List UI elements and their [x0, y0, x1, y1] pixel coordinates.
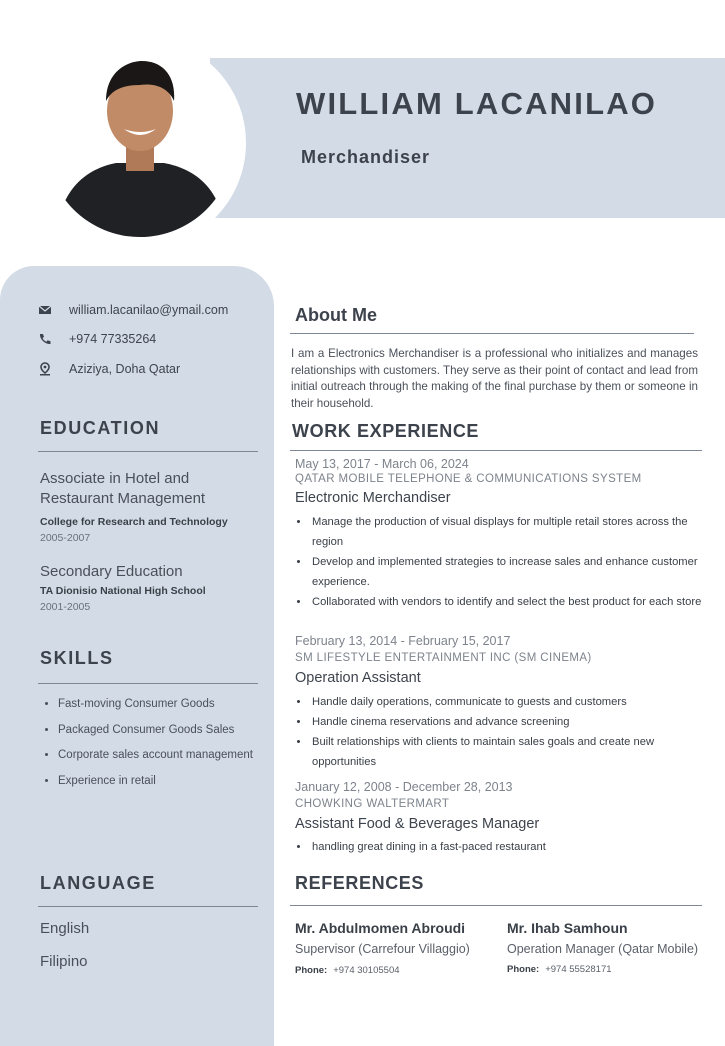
profile-photo	[46, 49, 234, 237]
reference-phone-number: +974 55528171	[545, 964, 612, 975]
job-bullet: • Handle daily operations, communicate to guests and customers	[310, 692, 715, 712]
job-bullet: • Built relationships with clients to maintain sales goals and create new opportunities	[310, 732, 715, 772]
skill-item: • Corporate sales account management	[58, 743, 273, 769]
job-role: Assistant Food & Beverages Manager	[295, 816, 540, 832]
phone-icon	[38, 332, 52, 346]
reference-position: Supervisor (Carrefour Villaggio)	[295, 942, 470, 956]
email-text: william.lacanilao@ymail.com	[69, 303, 229, 317]
work-heading: WORK EXPERIENCE	[292, 421, 480, 441]
job-bullet: • Develop and implemented strategies to increase sales and enhance customer experience.	[310, 552, 715, 592]
job-bullet: • Handle cinema reservations and advance screening	[310, 712, 715, 732]
reference-name: Mr. Ihab Samhoun	[507, 920, 628, 936]
language-heading: LANGUAGE	[40, 873, 156, 893]
candidate-name: WILLIAM LACANILAO	[296, 86, 658, 121]
phone-text: +974 77335264	[69, 332, 157, 346]
skills-divider	[38, 683, 258, 684]
reference-phone	[295, 965, 400, 976]
profile-photo-frame	[34, 37, 246, 249]
education-years: 2001-2005	[40, 601, 91, 613]
contact-location	[38, 362, 180, 376]
phone-label: Phone:	[507, 964, 540, 975]
job-title: Merchandiser	[301, 147, 431, 167]
job-role: Operation Assistant	[295, 670, 421, 686]
work-divider	[290, 450, 702, 451]
references-divider	[290, 905, 702, 906]
education-school: TA Dionisio National High School	[40, 585, 206, 597]
header-band	[210, 58, 725, 218]
job-dates: February 13, 2014 - February 15, 2017	[295, 634, 511, 648]
about-text: I am a Electronics Merchandiser is a professional who initializes and manages relationships with customers. They serve as their point of contact and lead from initial outreach through the making of the final purchase by them or someone in their household.	[291, 347, 698, 410]
job-bullets	[292, 512, 715, 612]
location-text: Aziziya, Doha Qatar	[69, 362, 181, 376]
job-role: Electronic Merchandiser	[295, 490, 451, 506]
reference-position: Operation Manager (Qatar Mobile)	[507, 942, 699, 956]
education-degree: Secondary Education	[40, 563, 183, 580]
job-dates: January 12, 2008 - December 28, 2013	[295, 780, 513, 794]
about-heading: About Me	[295, 305, 377, 325]
skill-item: • Experience in retail	[58, 769, 273, 795]
reference-phone-number: +974 30105504	[333, 965, 400, 976]
job-dates: May 13, 2017 - March 06, 2024	[295, 457, 469, 471]
job-bullets	[292, 692, 715, 772]
job-company: QATAR MOBILE TELEPHONE & COMMUNICATIONS SYSTEM	[295, 473, 642, 485]
contact-phone[interactable]	[38, 332, 156, 346]
language-item: Filipino	[40, 953, 88, 970]
job-company: CHOWKING WALTERMART	[295, 798, 450, 810]
language-divider	[38, 906, 258, 907]
job-bullet: • Manage the production of visual displays for multiple retail stores across the region	[310, 512, 715, 552]
job-company: SM LIFESTYLE ENTERTAINMENT INC (SM CINEMA)	[295, 652, 592, 664]
reference-name: Mr. Abdulmomen Abroudi	[295, 920, 466, 936]
about-divider	[290, 333, 694, 334]
skill-item: • Fast-moving Consumer Goods	[58, 692, 273, 718]
location-pin-icon	[38, 362, 52, 376]
job-bullet: • handling great dining in a fast-paced restaurant	[310, 837, 715, 857]
references-heading: REFERENCES	[295, 873, 425, 893]
phone-label: Phone:	[295, 965, 328, 976]
language-item: English	[40, 920, 90, 937]
reference-phone	[507, 964, 612, 975]
education-divider	[38, 451, 258, 452]
education-heading: EDUCATION	[40, 418, 161, 438]
skills-list	[40, 692, 273, 794]
education-years: 2005-2007	[40, 532, 91, 544]
education-school: College for Research and Technology	[40, 516, 228, 528]
contact-email[interactable]	[38, 303, 228, 317]
education-degree: Associate in Hotel and Restaurant Management	[40, 470, 206, 507]
job-bullets	[292, 837, 715, 857]
envelope-icon	[38, 303, 52, 317]
job-bullet: • Collaborated with vendors to identify and select the best product for each store	[310, 592, 715, 612]
skills-heading: SKILLS	[40, 648, 114, 668]
skill-item: • Packaged Consumer Goods Sales	[58, 718, 273, 744]
